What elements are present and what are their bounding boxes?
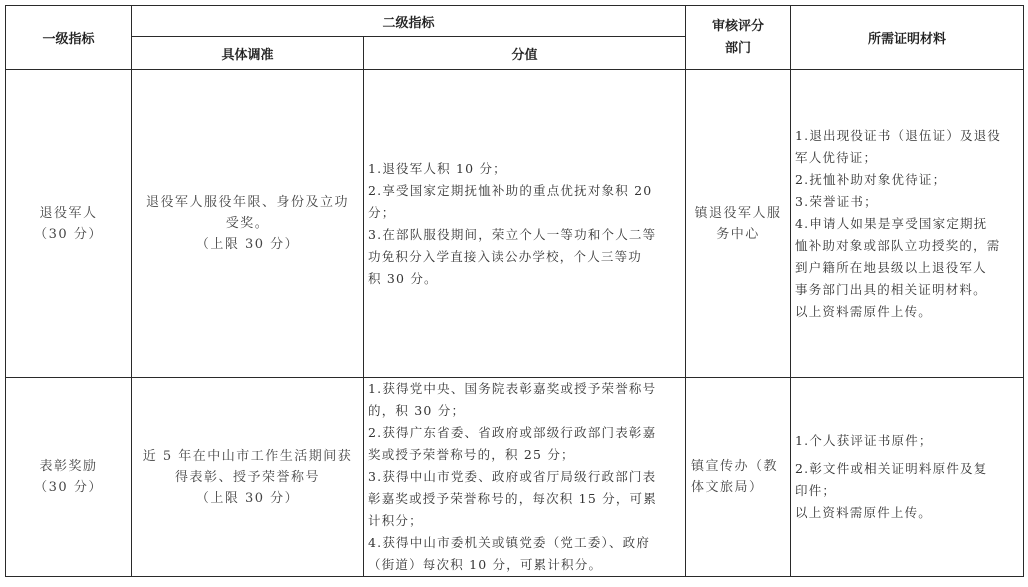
dept-cell <box>686 70 791 378</box>
score-cell <box>364 70 686 378</box>
level1-name: 退役军人 <box>39 205 98 221</box>
material-line: 1.个人获评证书原件； <box>795 433 933 448</box>
score-line: 1.退役军人积 10 分； <box>368 160 507 176</box>
score-line: 彰嘉奖或授予荣誉称号的，每次积 15 分，可累 <box>368 491 657 506</box>
score-line: 3.在部队服役期间，荣立个人一等功和个人二等 <box>368 226 657 242</box>
material-line: 4.申请人如果是享受国家定期抚 <box>795 215 988 231</box>
material-line: 2.抚恤补助对象优待证； <box>795 171 947 187</box>
score-line: 2.享受国家定期抚恤补助的重点优抚对象积 20 <box>368 182 653 198</box>
dept-name: 镇宣传办（教 <box>691 459 779 474</box>
level1-cell <box>6 378 132 577</box>
header-level2-score: 分值 <box>364 37 686 70</box>
score-line: 计积分； <box>368 513 423 528</box>
material-line: 到户籍所在地县级以上退役军人 <box>795 259 987 275</box>
specific-text: 得表彰、授予荣誉称号 <box>174 469 320 485</box>
material-line: 事务部门出具的相关证明材料。 <box>795 281 987 297</box>
dept-name: 体文旅局） <box>691 480 764 495</box>
material-line: 以上资料需原件上传。 <box>795 303 933 319</box>
header-dept-line2: 部门 <box>724 40 751 56</box>
dept-cell <box>686 378 791 577</box>
score-line: 分； <box>368 204 396 220</box>
scoring-table <box>5 5 1024 577</box>
header-materials: 所需证明材料 <box>791 6 1024 70</box>
level1-points: （30 分） <box>34 480 103 495</box>
specific-cell <box>132 378 364 577</box>
level1-points: （30 分） <box>34 226 103 242</box>
score-line: 2.获得广东省委、省政府或部级行政部门表彰嘉 <box>368 425 657 440</box>
materials-cell <box>791 70 1024 378</box>
materials-cell <box>791 378 1024 577</box>
header-dept <box>686 6 791 70</box>
material-line: 2.彰文件或相关证明料原件及复 <box>795 461 988 476</box>
specific-cap: （上限 30 分） <box>195 490 300 506</box>
level1-name: 表彰奖励 <box>39 459 98 474</box>
score-line: 3.获得中山市党委、政府或省厅局级行政部门表 <box>368 469 657 484</box>
score-line: 积 30 分。 <box>368 270 438 286</box>
level1-cell <box>6 70 132 378</box>
material-line: 印件； <box>795 483 837 498</box>
dept-name: 镇退役军人服 <box>694 205 782 221</box>
material-line: 1.退出现役证书（退伍证）及退役 <box>795 127 1002 143</box>
material-line: 以上资料需原件上传。 <box>795 505 933 520</box>
specific-text: 近 5 年在中山市工作生活期间获 <box>142 448 353 464</box>
header-level2-specific: 具体调准 <box>132 37 364 70</box>
score-cell <box>364 378 686 577</box>
score-line: 功免积分入学直接入读公办学校，个人三等功 <box>368 248 643 264</box>
score-line: 的，积 30 分； <box>368 403 466 418</box>
dept-name: 务中心 <box>716 226 760 242</box>
specific-cell <box>132 70 364 378</box>
header-level2: 二级指标 <box>132 6 686 37</box>
material-line: 3.荣誉证书； <box>795 193 878 209</box>
material-line: 恤补助对象或部队立功授奖的，需 <box>795 237 1001 253</box>
specific-text: 退役军人服役年限、身份及立功 <box>145 195 349 210</box>
header-dept-line1: 审核评分 <box>711 18 764 34</box>
table-row <box>6 378 1024 577</box>
table-row <box>6 70 1024 378</box>
score-line: 4.获得中山市委机关或镇党委（党工委）、政府 <box>368 535 651 550</box>
score-line: 奖或授予荣誉称号的，积 25 分； <box>368 447 575 462</box>
specific-cap: （上限 30 分） <box>195 237 300 252</box>
header-level1: 一级指标 <box>6 6 132 70</box>
material-line: 军人优待证； <box>795 149 878 165</box>
score-line: （街道）每次积 10 分，可累计积分。 <box>368 557 603 572</box>
score-line: 1.获得党中央、国务院表彰嘉奖或授予荣誉称号 <box>368 381 657 396</box>
specific-text: 受奖。 <box>225 216 270 231</box>
